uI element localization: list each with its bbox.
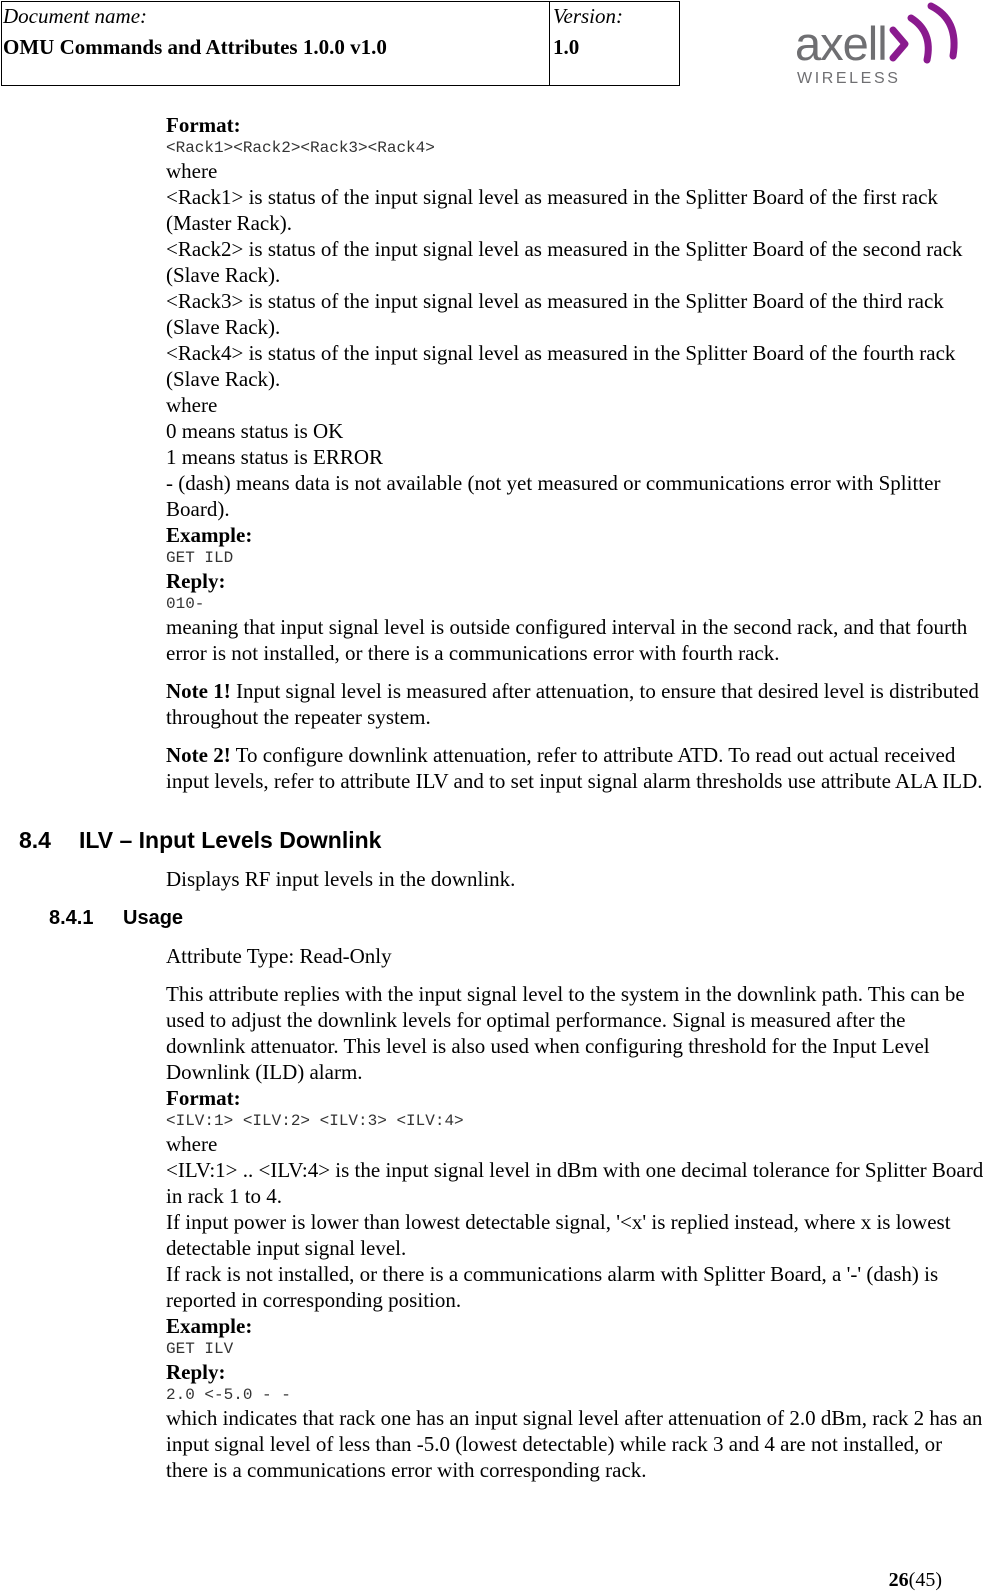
example-code: GET ILV bbox=[166, 1340, 234, 1358]
status-ok-text: 0 means status is OK bbox=[166, 419, 344, 443]
logo-chevron-icon bbox=[889, 0, 969, 70]
where-text: where bbox=[166, 393, 218, 417]
format-label: Format: bbox=[166, 1086, 241, 1110]
doc-name-label: Document name: bbox=[3, 4, 148, 28]
section-description-block bbox=[166, 866, 986, 892]
section-description: Displays RF input levels in the downlink. bbox=[166, 867, 516, 891]
reply-label: Reply: bbox=[166, 569, 226, 593]
note1-label: Note 1! bbox=[166, 679, 231, 703]
format-label: Format: bbox=[166, 113, 241, 137]
example-label: Example: bbox=[166, 523, 253, 547]
reply-code: 2.0 <-5.0 - - bbox=[166, 1386, 291, 1404]
rack2-description: <Rack2> is status of the input signal level as measured in the Splitter Board of the second rack (Slave Rack). bbox=[166, 237, 963, 287]
section-heading-8-4 bbox=[19, 826, 381, 854]
logo-wordmark: axell bbox=[795, 17, 887, 70]
version-label: Version: bbox=[553, 4, 623, 28]
reply-label: Reply: bbox=[166, 1360, 226, 1384]
where-text: where bbox=[166, 159, 218, 183]
doc-name-value: OMU Commands and Attributes 1.0.0 v1.0 bbox=[3, 35, 387, 59]
rack3-description: <Rack3> is status of the input signal level as measured in the Splitter Board of the third rack (Slave Rack). bbox=[166, 289, 944, 339]
subsection-title: Usage bbox=[123, 907, 184, 929]
document-header-table bbox=[1, 1, 680, 86]
axell-wireless-logo bbox=[795, 0, 973, 92]
example-code: GET ILD bbox=[166, 549, 234, 567]
usage-intro: This attribute replies with the input signal level to the system in the downlink path. This can be used to adjust the downlink levels for optimal performance. Signal is measured after the downlink attenuator. This level is also used when configuring threshold for the Input Level Downlink (ILD) alarm. bbox=[166, 982, 965, 1084]
header-doc-name-cell bbox=[2, 2, 550, 85]
subsection-number: 8.4.1 bbox=[49, 907, 94, 929]
note2-label: Note 2! bbox=[166, 743, 231, 767]
ilv-description: <ILV:1> .. <ILV:4> is the input signal level in dBm with one decimal tolerance for Splitter Board in rack 1 to 4. bbox=[166, 1158, 984, 1208]
attribute-type: Attribute Type: Read-Only bbox=[166, 944, 392, 968]
not-installed-text: If rack is not installed, or there is a communications alarm with Splitter Board, a '-' (dash) is reported in corresponding position. bbox=[166, 1262, 939, 1312]
version-value: 1.0 bbox=[553, 35, 580, 59]
section-title: ILV – Input Levels Downlink bbox=[79, 827, 382, 853]
usage-body bbox=[166, 943, 986, 1483]
where-text: where bbox=[166, 1132, 218, 1156]
example-label: Example: bbox=[166, 1314, 253, 1338]
note2-paragraph bbox=[166, 742, 986, 794]
low-power-text: If input power is lower than lowest detectable signal, '<x' is replied instead, where x is lowest detectable input signal level. bbox=[166, 1210, 951, 1260]
note1-text: Input signal level is measured after attenuation, to ensure that desired level is distributed throughout the repeater system. bbox=[166, 679, 979, 729]
rack4-description: <Rack4> is status of the input signal level as measured in the Splitter Board of the fourth rack (Slave Rack). bbox=[166, 341, 956, 391]
page-current: 26 bbox=[888, 1569, 909, 1591]
reply-explanation: which indicates that rack one has an input signal level after attenuation of 2.0 dBm, rack 2 has an input signal level of less than -5.0 (lowest detectable) while rack 3 and 4 are not installed, or there is a communications error with corresponding rack. bbox=[166, 1406, 983, 1482]
status-error-text: 1 means status is ERROR bbox=[166, 445, 384, 469]
format-code: <ILV:1> <ILV:2> <ILV:3> <ILV:4> bbox=[166, 1112, 464, 1130]
page-number bbox=[889, 1568, 942, 1592]
rack1-description: <Rack1> is status of the input signal level as measured in the Splitter Board of the first rack (Master Rack). bbox=[166, 185, 938, 235]
subsection-heading-8-4-1 bbox=[49, 905, 183, 931]
status-dash-text: - (dash) means data is not available (not yet measured or communications error with Splitter Board). bbox=[166, 471, 941, 521]
reply-code: 010- bbox=[166, 595, 205, 613]
reply-meaning: meaning that input signal level is outside configured interval in the second rack, and that fourth error is not installed, or there is a communications error with fourth rack. bbox=[166, 615, 968, 665]
logo-subtitle: WIRELESS bbox=[797, 70, 901, 87]
page-body bbox=[166, 112, 986, 794]
note1-paragraph bbox=[166, 678, 986, 730]
section-number: 8.4 bbox=[19, 827, 51, 853]
note2-text: To configure downlink attenuation, refer to attribute ATD. To read out actual received input levels, refer to attribute ILV and to set input signal alarm thresholds use attribute ALA ILD. bbox=[166, 743, 983, 793]
format-code: <Rack1><Rack2><Rack3><Rack4> bbox=[166, 139, 435, 157]
page-total: (45) bbox=[908, 1569, 942, 1591]
